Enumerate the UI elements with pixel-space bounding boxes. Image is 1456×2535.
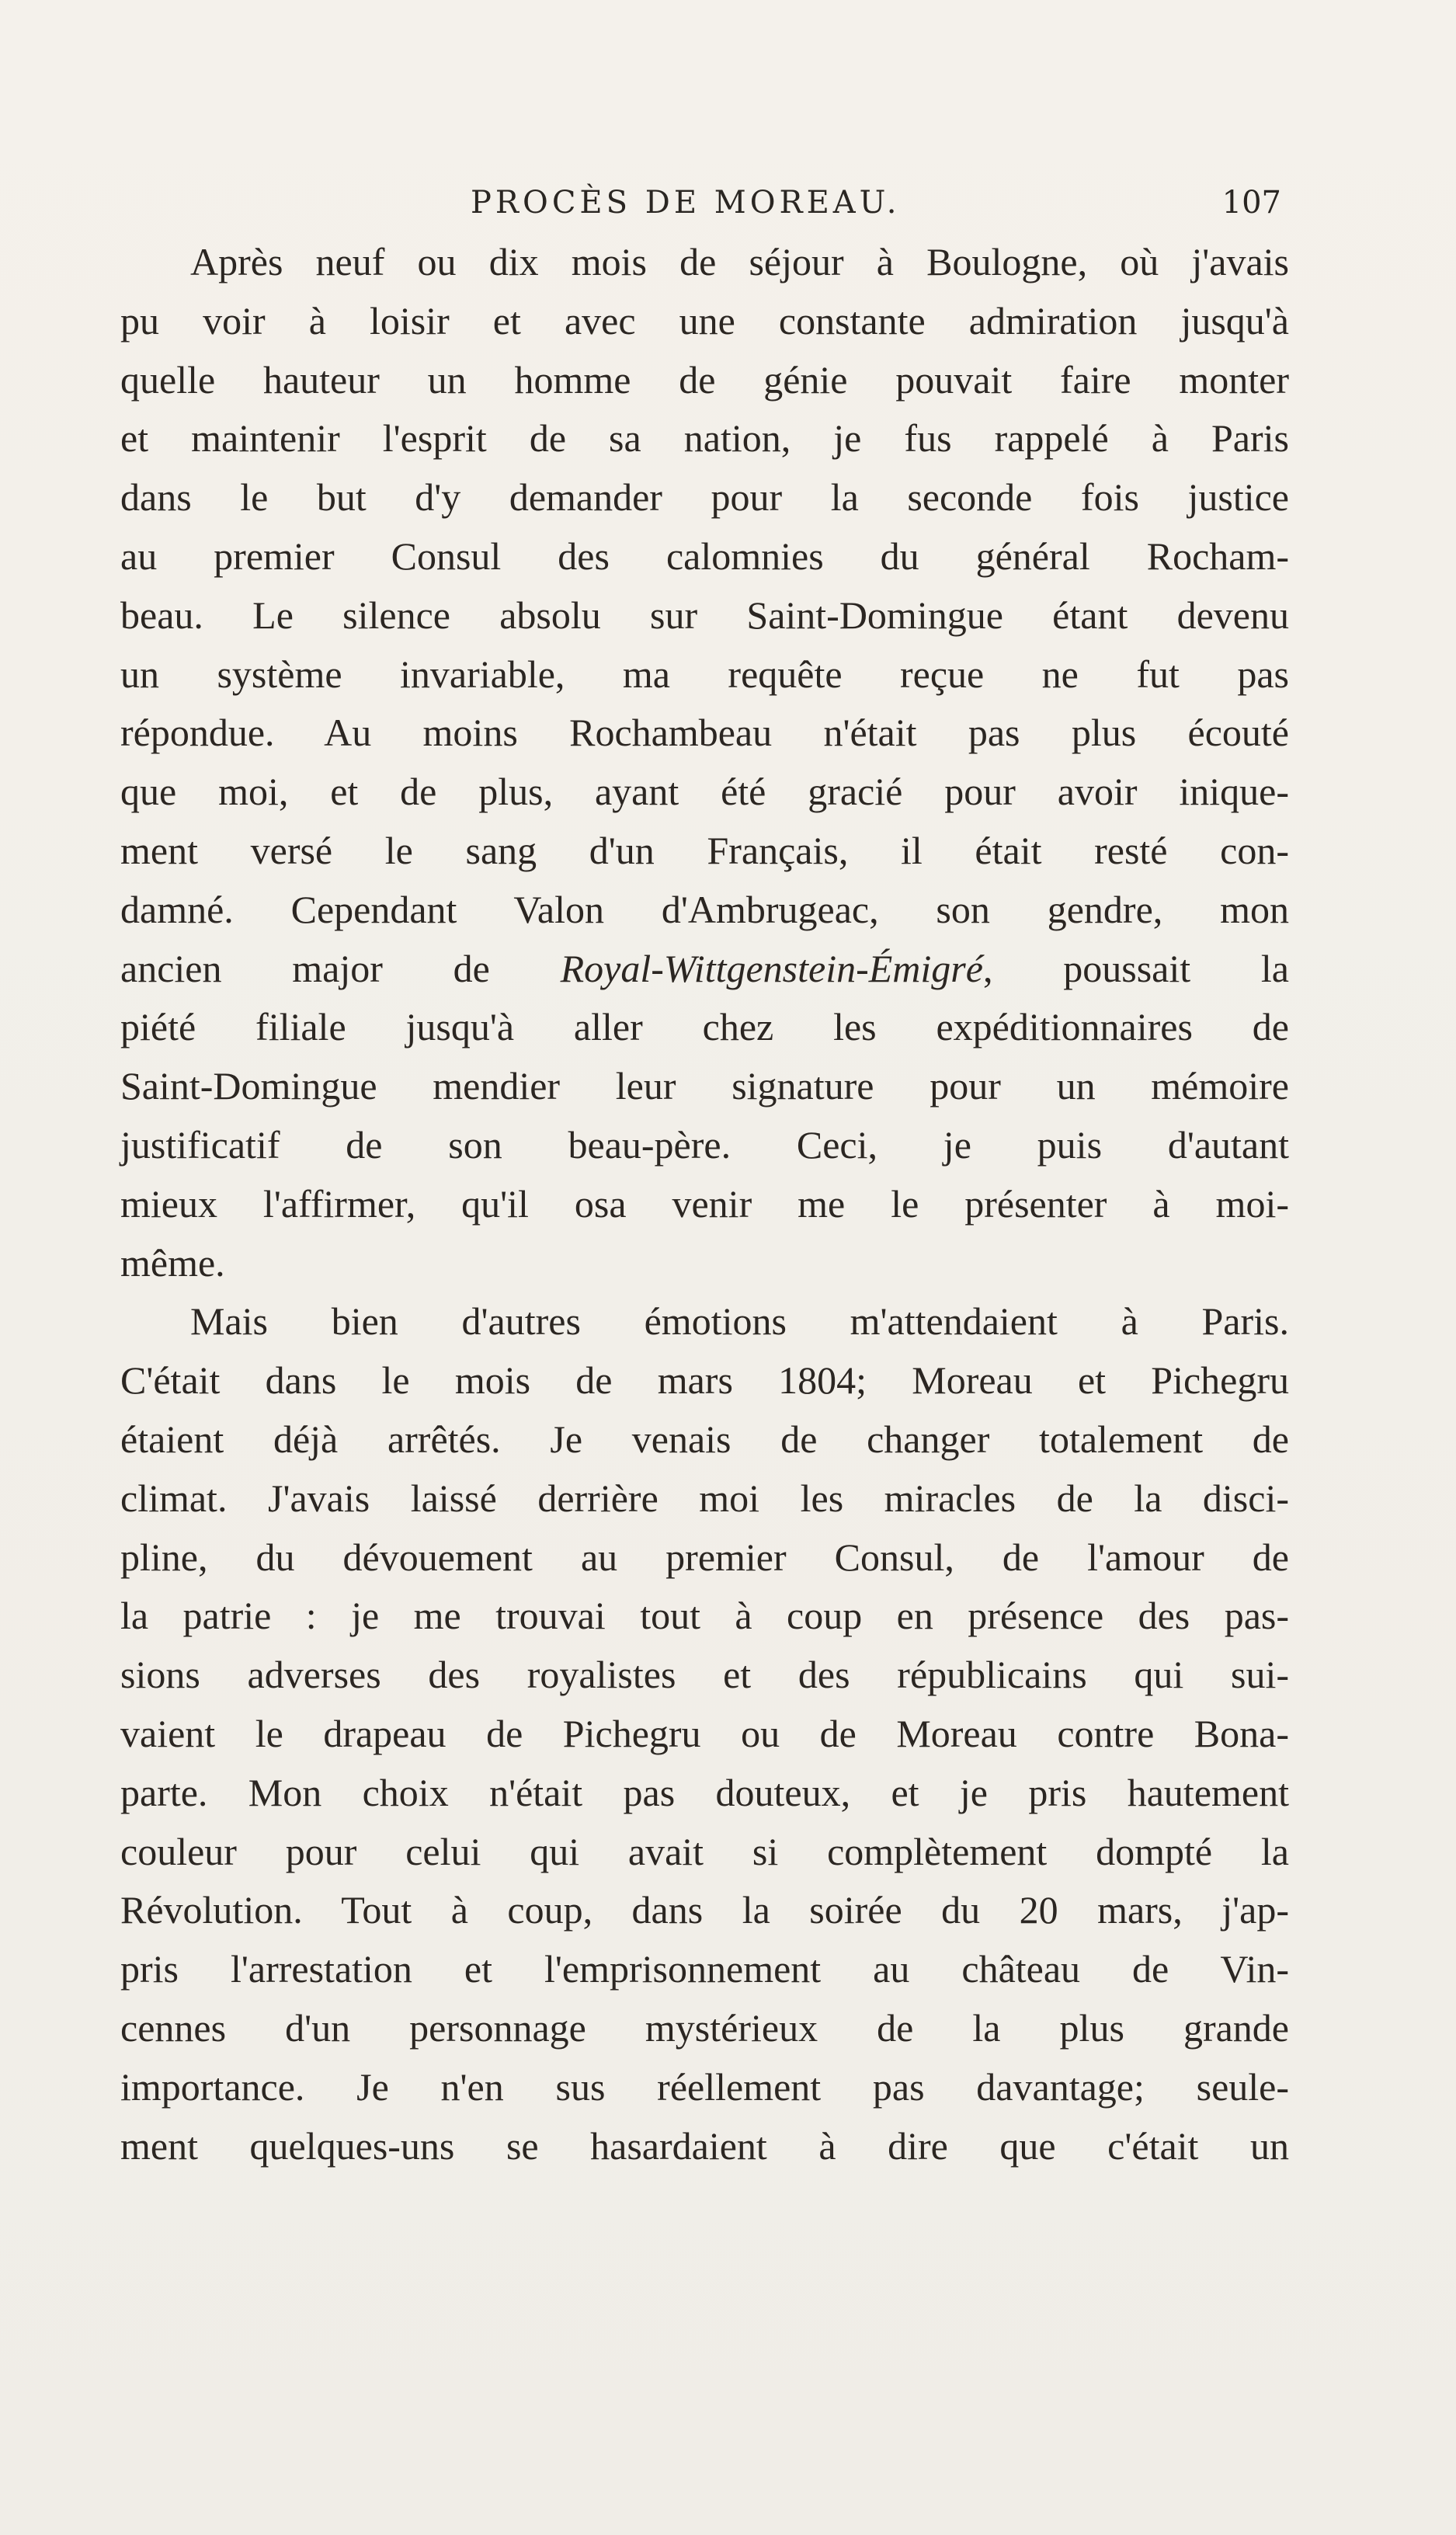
text-line: C'était dans le mois de mars 1804; Moreau et Pichegru <box>120 1358 1289 1403</box>
page-number: 107 <box>1221 185 1281 221</box>
text-line: beau. Le silence absolu sur Saint-Domingue étant devenu <box>120 593 1289 637</box>
text-line: parte. Mon choix n'était pas douteux, et je pris hautement <box>120 1770 1289 1814</box>
text-line: vaient le drapeau de Pichegru ou de Moreau contre Bona- <box>120 1711 1289 1755</box>
body-text <box>120 233 1289 2175</box>
text-line: mieux l'affirmer, qu'il osa venir me le présenter à moi- <box>120 1181 1289 1226</box>
text-line: cennes d'un personnage mystérieux de la plus grande <box>120 2005 1289 2050</box>
text-line: damné. Cependant Valon d'Ambrugeac, son gendre, mon <box>120 887 1289 931</box>
text-line: pline, du dévouement au premier Consul, de l'amour de <box>120 1535 1289 1579</box>
text-line: que moi, et de plus, ayant été gracié pour avoir inique- <box>120 770 1289 814</box>
text-line: pu voir à loisir et avec une constante admiration jusqu'à <box>120 298 1289 343</box>
text-line: justificatif de son beau-père. Ceci, je puis d'autant <box>120 1122 1289 1167</box>
text-line: Mais bien d'autres émotions m'attendaient à Paris. <box>190 1299 1289 1344</box>
text-line: Révolution. Tout à coup, dans la soirée du 20 mars, j'ap- <box>120 1888 1289 1932</box>
text-line: pris l'arrestation et l'emprisonnement au château de Vin- <box>120 1947 1289 1991</box>
running-head: PROCÈS DE MOREAU. <box>471 185 901 221</box>
text-line: Après neuf ou dix mois de séjour à Boulogne, où j'avais <box>190 240 1289 283</box>
text-line: couleur pour celui qui avait si complètement dompté la <box>120 1829 1289 1873</box>
text-line: la patrie : je me trouvai tout à coup en présence des pas- <box>120 1594 1289 1638</box>
text-line: dans le but d'y demander pour la seconde fois justice <box>120 475 1289 520</box>
text-line: au premier Consul des calomnies du général Rocham- <box>120 534 1289 578</box>
text-line: ment quelques-uns se hasardaient à dire que c'était un <box>120 2123 1289 2168</box>
text-line: sions adverses des royalistes et des républicains qui sui- <box>120 1653 1289 1697</box>
text-line: piété filiale jusqu'à aller chez les expéditionnaires de <box>120 1005 1289 1049</box>
line-text: ancien major de <box>120 946 561 990</box>
text-line: et maintenir l'esprit de sa nation, je fus rappelé à Paris <box>120 416 1289 461</box>
text-line: même. <box>120 1240 225 1285</box>
text-line: un système invariable, ma requête reçue ne fut pas <box>120 652 1289 696</box>
text-line: répondue. Au moins Rochambeau n'était pas plus écouté <box>120 711 1289 755</box>
page-header <box>116 176 1281 230</box>
text-line: ment versé le sang d'un Français, il était resté con- <box>120 828 1289 872</box>
text-line: importance. Je n'en sus réellement pas davantage; seule- <box>120 2064 1289 2109</box>
text-line-with-italic <box>120 940 1289 999</box>
text-line: climat. J'avais laissé derrière moi les miracles de la disci- <box>120 1476 1289 1520</box>
italic-regiment-name: Royal-Wittgenstein-Émigré <box>560 946 983 990</box>
text-line: quelle hauteur un homme de génie pouvait faire monter <box>120 357 1289 402</box>
line-text: , poussait la <box>982 946 1289 990</box>
text-line: Saint-Domingue mendier leur signature pour un mémoire <box>120 1064 1289 1108</box>
text-line: étaient déjà arrêtés. Je venais de changer totalement de <box>120 1417 1289 1461</box>
